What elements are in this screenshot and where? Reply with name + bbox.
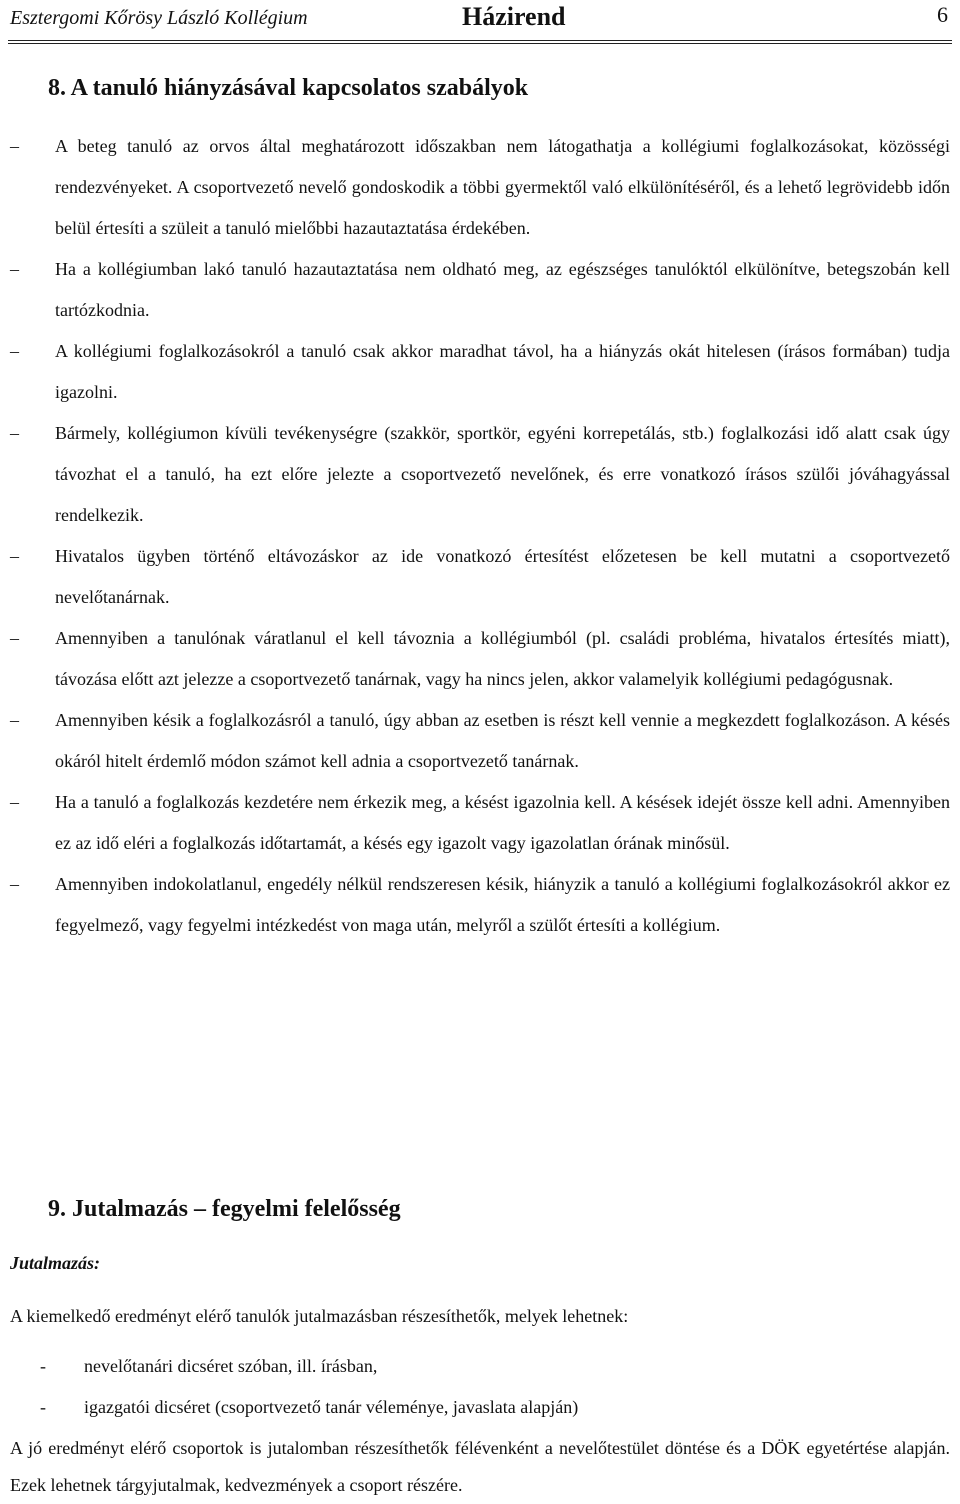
section-8-heading: 8. A tanuló hiányzásával kapcsolatos szabályok [48, 75, 529, 101]
list-item: – Amennyiben indokolatlanul, engedély nélkül rendszeresen késik, hiányzik a tanuló a kollégiumi foglalkozásokról akkor ez fegyelmező, vagy fegyelmi intézkedést von maga után, melyről a szülőt értesíti a kollégium. [0, 864, 960, 946]
list-item: – Amennyiben a tanulónak váratlanul el kell távoznia a kollégiumból (pl. családi probléma, hivatalos értesítés miatt), távozása előtt azt jelezze a csoportvezető tanárnak, vagy ha nincs jelen, akkor valamelyik kollégiumi pedagógusnak. [0, 618, 960, 700]
rewards-group-paragraph: A jó eredményt elérő csoportok is jutalomban részesíthetők félévenként a nevelőtestület döntése és a DÖK egyetértése alapján. Ezek lehetnek tárgyjutalmak, kedvezmények a csoport részére. [10, 1438, 950, 1495]
rewards-list [0, 1346, 960, 1428]
page-header [0, 0, 960, 42]
dash-bullet: – [10, 136, 19, 156]
dash-bullet: – [10, 341, 19, 361]
list-item: – Bármely, kollégiumon kívüli tevékenységre (szakkör, sportkör, egyéni korrepetálás, stb.) foglalkozási idő alatt csak úgy távozhat el a tanuló, ha ezt előre jelezte a csoportvezető nevelőnek, és erre vonatkozó írásos szülői jóváhagyással rendelkezik. [0, 413, 960, 536]
dash-bullet: - [40, 1356, 46, 1376]
list-item: - nevelőtanári dicséret szóban, ill. írásban, [0, 1346, 960, 1387]
dash-bullet: – [10, 628, 19, 648]
document-title: Házirend [462, 2, 566, 31]
list-item: – A beteg tanuló az orvos által meghatározott időszakban nem látogathatja a kollégiumi foglalkozásokat, közösségi rendezvényeket. A csoportvezető nevelő gondoskodik a többi gyermektől való elkülönítéséről, és a lehető legrövidebb időn belül értesíti a szüleit a tanuló mielőbbi hazautaztatása érdekében. [0, 126, 960, 249]
rewards-intro: A kiemelkedő eredményt elérő tanulók jutalmazásban részesíthetők, melyek lehetnek: [10, 1306, 629, 1326]
list-item: - igazgatói dicséret (csoportvezető tanár véleménye, javaslata alapján) [0, 1387, 960, 1428]
dash-bullet: – [10, 423, 19, 443]
rewards-subheading: Jutalmazás: [10, 1253, 101, 1273]
dash-bullet: - [40, 1397, 46, 1417]
dash-bullet: – [10, 259, 19, 279]
dash-bullet: – [10, 546, 19, 566]
list-item: – Ha a kollégiumban lakó tanuló hazautaztatása nem oldható meg, az egészséges tanulóktól elkülönítve, betegszobán kell tartózkodnia. [0, 249, 960, 331]
absence-rules-list [0, 126, 960, 946]
section-9-heading: 9. Jutalmazás – fegyelmi felelősség [48, 1196, 401, 1222]
dash-bullet: – [10, 874, 19, 894]
list-item: – Amennyiben késik a foglalkozásról a tanuló, úgy abban az esetben is részt kell vennie a megkezdett foglalkozáson. A késés okáról hitelt érdemlő módon számot kell adnia a csoportvezető tanárnak. [0, 700, 960, 782]
list-item: – Hivatalos ügyben történő eltávozáskor az ide vonatkozó értesítést előzetesen be kell mutatni a csoportvezető nevelőtanárnak. [0, 536, 960, 618]
school-name: Esztergomi Kőrösy László Kollégium [10, 7, 308, 29]
dash-bullet: – [10, 792, 19, 812]
page-number: 6 [937, 2, 948, 27]
list-item: – Ha a tanuló a foglalkozás kezdetére nem érkezik meg, a késést igazolnia kell. A késések idejét össze kell adni. Amennyiben ez az idő eléri a foglalkozás időtartamát, a késés egy igazolt vagy igazolatlan órának minősül. [0, 782, 960, 864]
list-item: – A kollégiumi foglalkozásokról a tanuló csak akkor maradhat távol, ha a hiányzás okát hitelesen (írásos formában) tudja igazolni. [0, 331, 960, 413]
dash-bullet: – [10, 710, 19, 730]
header-divider [8, 40, 952, 44]
